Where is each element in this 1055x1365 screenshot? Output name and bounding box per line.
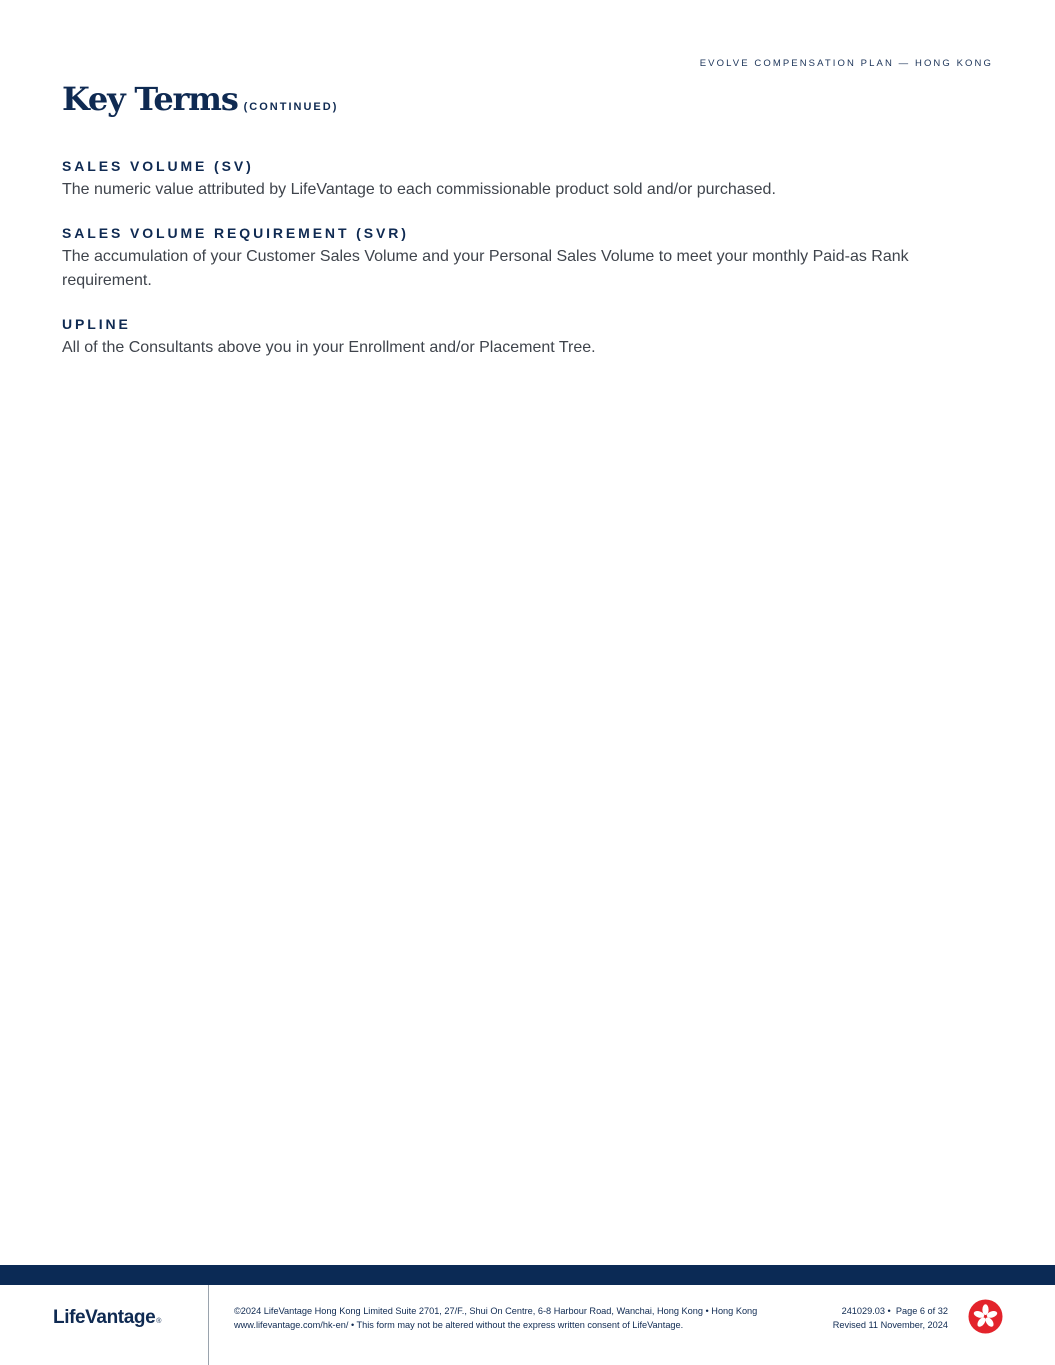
footer-page-line	[833, 1304, 948, 1318]
term-upline	[62, 315, 992, 360]
page-footer	[0, 1285, 1055, 1365]
footer-doc-code: 241029.03 •	[841, 1306, 891, 1316]
term-name: UPLINE	[62, 316, 131, 332]
logo-registered-mark: ®	[156, 1318, 162, 1325]
footer-document-meta	[833, 1304, 948, 1332]
page-title-main: Key Terms	[62, 80, 238, 118]
term-definition: All of the Consultants above you in your Enrollment and/or Placement Tree.	[62, 339, 596, 356]
footer-address-line: ©2024 LifeVantage Hong Kong Limited Suite 2701, 27/F., Shui On Centre, 6-8 Harbour Road, Wanchai, Hong Kong • Hong Kong	[234, 1306, 758, 1316]
term-definition: The accumulation of your Customer Sales Volume and your Personal Sales Volume to meet your monthly Paid-as Rank requirement.	[62, 248, 909, 289]
term-name: SALES VOLUME (SV)	[62, 158, 254, 174]
term-definition: The numeric value attributed by LifeVantage to each commissionable product sold and/or purchased.	[62, 181, 776, 198]
footer-consent-line: www.lifevantage.com/hk-en/ • This form may not be altered without the express written consent of LifeVantage.	[234, 1320, 684, 1330]
term-sales-volume	[62, 157, 992, 202]
footer-divider	[208, 1285, 209, 1365]
key-terms-list	[62, 157, 992, 382]
footer-revised-date: Revised 11 November, 2024	[832, 1320, 948, 1330]
footer-page-number: Page 6 of 32	[895, 1306, 948, 1316]
logo-wordmark: LifeVantage	[53, 1307, 156, 1328]
hong-kong-flag-icon	[968, 1299, 1003, 1334]
term-name: SALES VOLUME REQUIREMENT (SVR)	[62, 225, 409, 241]
page-title	[62, 80, 338, 118]
footer-color-bar	[0, 1265, 1055, 1285]
term-sales-volume-requirement	[62, 224, 992, 293]
lifevantage-logo	[53, 1307, 161, 1329]
document-header-label: EVOLVE COMPENSATION PLAN — HONG KONG	[699, 58, 993, 69]
footer-legal-text	[234, 1304, 757, 1332]
page-title-subtitle: (CONTINUED)	[243, 101, 339, 113]
